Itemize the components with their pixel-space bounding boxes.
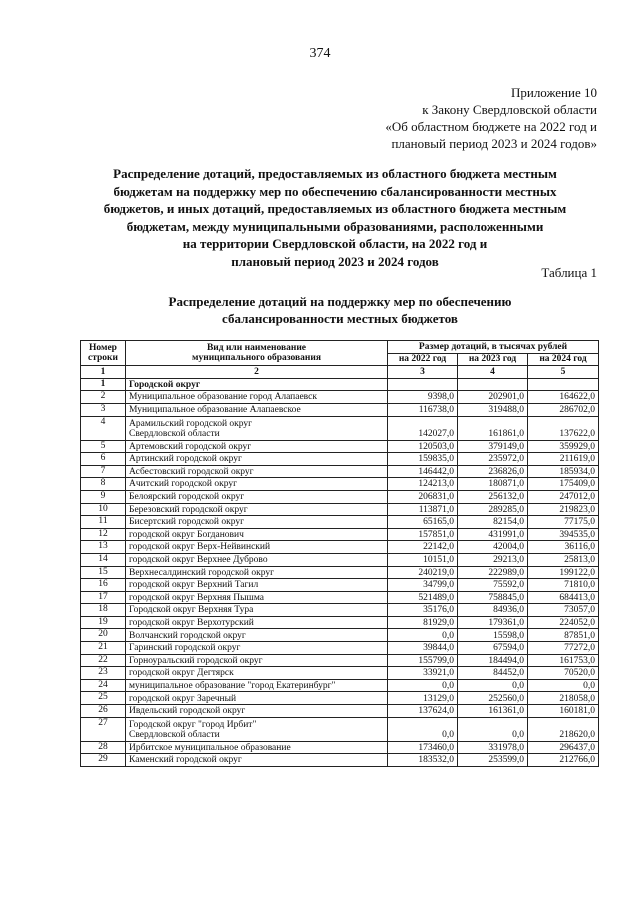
amount-2023: 75592,0 <box>458 579 528 592</box>
municipality-name: Каменский городской округ <box>126 754 388 767</box>
municipality-name: Городской округ <box>126 378 388 391</box>
row-number: 22 <box>81 654 126 667</box>
table-row <box>81 378 599 391</box>
municipality-name: городской округ Верх-Нейвинский <box>126 541 388 554</box>
table-row <box>81 629 599 642</box>
amount-2022: 81929,0 <box>388 616 458 629</box>
amount-2024: 137622,0 <box>528 416 599 440</box>
municipality-name: городской округ Верхнее Дуброво <box>126 553 388 566</box>
municipality-name <box>126 717 388 741</box>
municipality-name: Артемовский городской округ <box>126 440 388 453</box>
amount-2023: 431991,0 <box>458 528 528 541</box>
table-title <box>150 293 530 327</box>
amount-2022: 120503,0 <box>388 440 458 453</box>
municipality-name: Березовский городской округ <box>126 503 388 516</box>
amount-2024: 161753,0 <box>528 654 599 667</box>
amount-2023: 319488,0 <box>458 403 528 416</box>
row-number: 21 <box>81 642 126 655</box>
table-row <box>81 465 599 478</box>
amount-2023: 180871,0 <box>458 478 528 491</box>
table-row <box>81 654 599 667</box>
table-row <box>81 591 599 604</box>
amount-2024: 286702,0 <box>528 403 599 416</box>
row-number: 20 <box>81 629 126 642</box>
table-row <box>81 416 599 440</box>
municipality-name: Асбестовский городской округ <box>126 465 388 478</box>
municipality-name: Бисертский городской округ <box>126 516 388 529</box>
table-row <box>81 503 599 516</box>
table-row <box>81 616 599 629</box>
amount-2023: 184494,0 <box>458 654 528 667</box>
title-line: бюджетам на поддержку мер по обеспечению сбалансированности местных <box>113 183 557 199</box>
municipality-name: Горноуральский городской округ <box>126 654 388 667</box>
amount-2023: 84936,0 <box>458 604 528 617</box>
amount-2023: 0,0 <box>458 679 528 692</box>
municipality-name: Артинский городской округ <box>126 453 388 466</box>
column-number: 1 <box>81 366 126 379</box>
amount-2024: 77272,0 <box>528 642 599 655</box>
municipality-name: городской округ Богданович <box>126 528 388 541</box>
row-number: 1 <box>81 378 126 391</box>
amount-2023: 222989,0 <box>458 566 528 579</box>
amount-2022: 39844,0 <box>388 642 458 655</box>
row-number: 25 <box>81 692 126 705</box>
title-line: на территории Свердловской области, на 2022 год и <box>182 236 488 251</box>
header-2022: на 2022 год <box>388 353 458 366</box>
amount-2022: 142027,0 <box>388 416 458 440</box>
amount-2024: 70520,0 <box>528 667 599 680</box>
row-number: 6 <box>81 453 126 466</box>
municipality-name: Волчанский городской округ <box>126 629 388 642</box>
title-line: бюджетов, и иных дотаций, предоставляемых из областного бюджета местным <box>103 201 567 216</box>
amount-2022: 137624,0 <box>388 705 458 718</box>
municipality-name: Муниципальное образование Алапаевское <box>126 403 388 416</box>
amount-2022: 22142,0 <box>388 541 458 554</box>
amount-2022: 159835,0 <box>388 453 458 466</box>
amount-2023: 379149,0 <box>458 440 528 453</box>
amount-2022: 0,0 <box>388 629 458 642</box>
amount-2023: 161861,0 <box>458 416 528 440</box>
amount-2024 <box>528 378 599 391</box>
municipality-name: Муниципальное образование город Алапаевск <box>126 391 388 404</box>
amount-2023: 236826,0 <box>458 465 528 478</box>
row-number: 26 <box>81 705 126 718</box>
amount-2024: 25813,0 <box>528 553 599 566</box>
amount-2023: 331978,0 <box>458 741 528 754</box>
municipality-name: Городской округ Верхняя Тура <box>126 604 388 617</box>
amount-2023: 29213,0 <box>458 553 528 566</box>
amount-2024: 359929,0 <box>528 440 599 453</box>
amount-2023: 758845,0 <box>458 591 528 604</box>
amount-2024: 175409,0 <box>528 478 599 491</box>
amount-2024: 684413,0 <box>528 591 599 604</box>
row-number: 16 <box>81 579 126 592</box>
amount-2024: 218620,0 <box>528 717 599 741</box>
table-row <box>81 741 599 754</box>
municipality-name: Верхнесалдинский городской округ <box>126 566 388 579</box>
amount-2023: 15598,0 <box>458 629 528 642</box>
header-row-number: Номер строки <box>81 341 126 366</box>
amount-2022 <box>388 378 458 391</box>
row-number: 13 <box>81 541 126 554</box>
amount-2024: 296437,0 <box>528 741 599 754</box>
amount-2022: 124213,0 <box>388 478 458 491</box>
amount-2024: 394535,0 <box>528 528 599 541</box>
amount-2022: 116738,0 <box>388 403 458 416</box>
municipality-name <box>126 416 388 440</box>
amount-2022: 206831,0 <box>388 490 458 503</box>
header-municipality: Вид или наименование муниципального образования <box>126 341 388 366</box>
row-number: 10 <box>81 503 126 516</box>
title-line: бюджетам, между муниципальными образованиями, расположенными <box>126 218 544 234</box>
amount-2024: 164622,0 <box>528 391 599 404</box>
table-label: Таблица 1 <box>541 265 597 280</box>
row-number: 2 <box>81 391 126 404</box>
amount-2022: 113871,0 <box>388 503 458 516</box>
amount-2023: 42004,0 <box>458 541 528 554</box>
amount-2024: 73057,0 <box>528 604 599 617</box>
municipality-name: Белоярский городской округ <box>126 490 388 503</box>
amount-2024: 87851,0 <box>528 629 599 642</box>
header-2024: на 2024 год <box>528 353 599 366</box>
table-title-line: сбалансированности местных бюджетов <box>222 311 458 326</box>
appendix-line: Приложение 10 <box>510 85 597 100</box>
row-number: 9 <box>81 490 126 503</box>
row-number: 18 <box>81 604 126 617</box>
amount-2022: 33921,0 <box>388 667 458 680</box>
amount-2024: 212766,0 <box>528 754 599 767</box>
municipality-name-line: Свердловской области <box>129 429 220 440</box>
appendix-line: к Закону Свердловской области <box>422 102 597 117</box>
municipality-name: Гаринский городской округ <box>126 642 388 655</box>
amount-2023: 252560,0 <box>458 692 528 705</box>
document-title <box>90 165 580 270</box>
row-number: 24 <box>81 679 126 692</box>
row-number: 27 <box>81 717 126 741</box>
amount-2022: 10151,0 <box>388 553 458 566</box>
table-row <box>81 717 599 741</box>
title-line: Распределение дотаций, предоставляемых из областного бюджета местным <box>113 166 557 181</box>
row-number: 29 <box>81 754 126 767</box>
row-number: 19 <box>81 616 126 629</box>
table-row <box>81 403 599 416</box>
table-row <box>81 490 599 503</box>
amount-2022: 183532,0 <box>388 754 458 767</box>
amount-2022: 65165,0 <box>388 516 458 529</box>
table-row <box>81 579 599 592</box>
municipality-name-line: Арамильский городской округ <box>129 418 253 429</box>
table-row <box>81 604 599 617</box>
table-row <box>81 754 599 767</box>
amount-2023: 289285,0 <box>458 503 528 516</box>
column-number: 5 <box>528 366 599 379</box>
amount-2022: 155799,0 <box>388 654 458 667</box>
amount-2022: 521489,0 <box>388 591 458 604</box>
subsidy-table <box>80 340 599 767</box>
table-row <box>81 478 599 491</box>
row-number: 8 <box>81 478 126 491</box>
appendix-line: «Об областном бюджете на 2022 год и <box>385 119 597 134</box>
table-row <box>81 528 599 541</box>
amount-2023: 253599,0 <box>458 754 528 767</box>
row-number: 28 <box>81 741 126 754</box>
amount-2024: 0,0 <box>528 679 599 692</box>
row-number: 15 <box>81 566 126 579</box>
amount-2023: 0,0 <box>458 717 528 741</box>
municipality-name: городской округ Верхотурский <box>126 616 388 629</box>
amount-2022: 173460,0 <box>388 741 458 754</box>
column-number: 4 <box>458 366 528 379</box>
amount-2023: 179361,0 <box>458 616 528 629</box>
amount-2022: 34799,0 <box>388 579 458 592</box>
page-number: 374 <box>309 46 331 61</box>
amount-2023: 202901,0 <box>458 391 528 404</box>
municipality-name: городской округ Заречный <box>126 692 388 705</box>
amount-2024: 247012,0 <box>528 490 599 503</box>
amount-2022: 146442,0 <box>388 465 458 478</box>
amount-2022: 240219,0 <box>388 566 458 579</box>
row-number: 7 <box>81 465 126 478</box>
amount-2023: 256132,0 <box>458 490 528 503</box>
amount-2022: 35176,0 <box>388 604 458 617</box>
amount-2023: 67594,0 <box>458 642 528 655</box>
table-row <box>81 516 599 529</box>
amount-2024: 224052,0 <box>528 616 599 629</box>
header-2023: на 2023 год <box>458 353 528 366</box>
municipality-name-line: Свердловской области <box>129 730 220 741</box>
title-line: плановый период 2023 и 2024 годов <box>231 253 439 269</box>
row-number: 5 <box>81 440 126 453</box>
table-row <box>81 692 599 705</box>
municipality-name: Ачитский городской округ <box>126 478 388 491</box>
amount-2024: 199122,0 <box>528 566 599 579</box>
municipality-name: городской округ Верхняя Пышма <box>126 591 388 604</box>
amount-2024: 218058,0 <box>528 692 599 705</box>
amount-2022: 9398,0 <box>388 391 458 404</box>
amount-2022: 0,0 <box>388 717 458 741</box>
row-number: 17 <box>81 591 126 604</box>
municipality-name-line: Городской округ "город Ирбит" <box>129 719 257 730</box>
row-number: 12 <box>81 528 126 541</box>
table-title-line: Распределение дотаций на поддержку мер по обеспечению <box>168 294 512 309</box>
amount-2024: 36116,0 <box>528 541 599 554</box>
column-number: 3 <box>388 366 458 379</box>
amount-2024: 219823,0 <box>528 503 599 516</box>
table-row <box>81 553 599 566</box>
row-number: 14 <box>81 553 126 566</box>
table-row <box>81 642 599 655</box>
amount-2023: 82154,0 <box>458 516 528 529</box>
amount-2024: 185934,0 <box>528 465 599 478</box>
row-number: 3 <box>81 403 126 416</box>
table-row <box>81 453 599 466</box>
column-number: 2 <box>126 366 388 379</box>
amount-2023 <box>458 378 528 391</box>
table-row <box>81 667 599 680</box>
amount-2022: 0,0 <box>388 679 458 692</box>
amount-2022: 157851,0 <box>388 528 458 541</box>
table-row <box>81 391 599 404</box>
amount-2022: 13129,0 <box>388 692 458 705</box>
amount-2024: 160181,0 <box>528 705 599 718</box>
table-row <box>81 566 599 579</box>
appendix-line: плановый период 2023 и 2024 годов» <box>391 136 597 151</box>
amount-2024: 77175,0 <box>528 516 599 529</box>
municipality-name: городской округ Дегтярск <box>126 667 388 680</box>
table-row <box>81 705 599 718</box>
table-row <box>81 541 599 554</box>
appendix-note <box>385 84 597 152</box>
row-number: 11 <box>81 516 126 529</box>
header-amount: Размер дотаций, в тысячах рублей <box>388 341 599 354</box>
amount-2023: 84452,0 <box>458 667 528 680</box>
municipality-name: Ивдельский городской округ <box>126 705 388 718</box>
amount-2023: 161361,0 <box>458 705 528 718</box>
municipality-name: городской округ Верхний Тагил <box>126 579 388 592</box>
row-number: 23 <box>81 667 126 680</box>
row-number: 4 <box>81 416 126 440</box>
amount-2024: 211619,0 <box>528 453 599 466</box>
table-row <box>81 440 599 453</box>
amount-2024: 71810,0 <box>528 579 599 592</box>
municipality-name: Ирбитское муниципальное образование <box>126 741 388 754</box>
amount-2023: 235972,0 <box>458 453 528 466</box>
table-row <box>81 679 599 692</box>
municipality-name: муниципальное образование "город Екатеринбург" <box>126 679 388 692</box>
